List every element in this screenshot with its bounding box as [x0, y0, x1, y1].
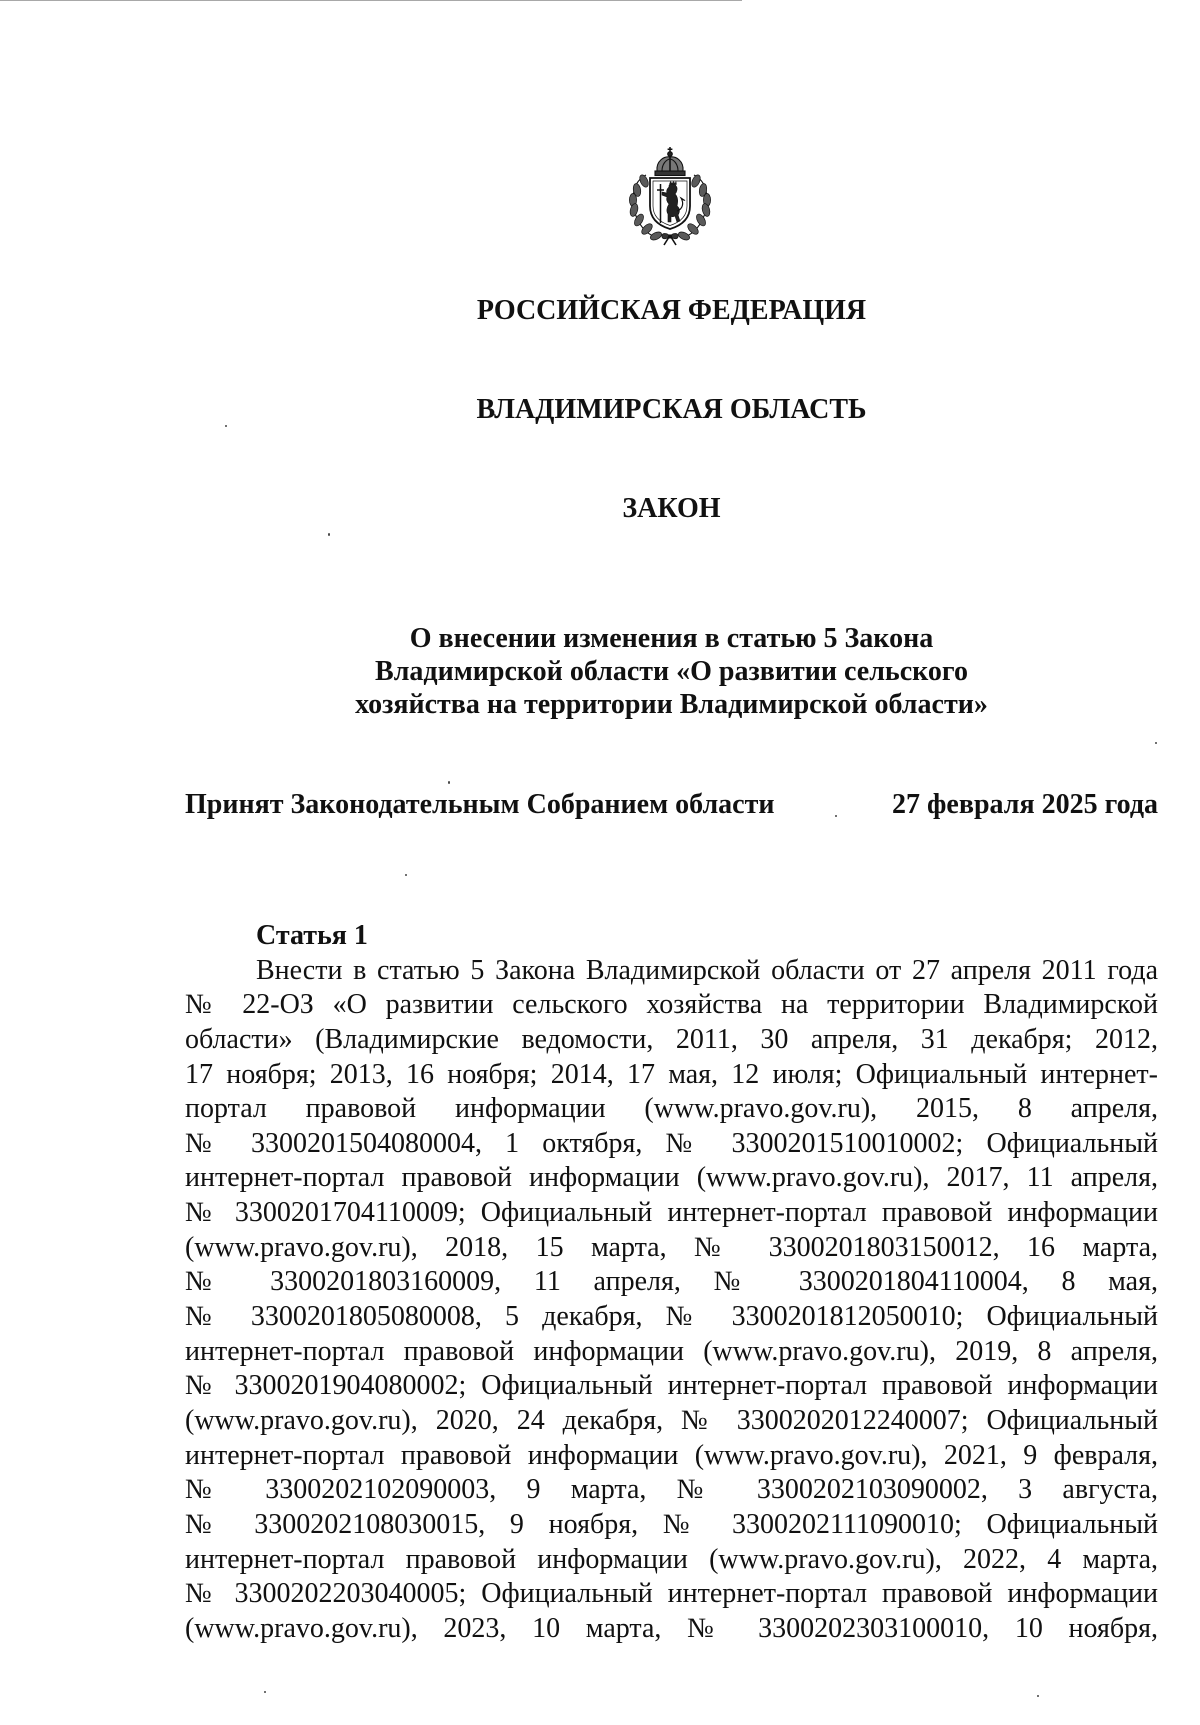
- law-title: [185, 622, 1158, 721]
- article-text-line: № 3300202102090003, 9 марта, № 3300202103090002, 3 августа,: [185, 1474, 1158, 1506]
- scan-speck: [264, 1691, 266, 1693]
- article-text-line: № 3300202203040005; Официальный интернет-портал правовой информации: [185, 1578, 1158, 1610]
- article-text-line: (www.pravo.gov.ru), 2020, 24 декабря, № 3300202012240007; Официальный: [185, 1404, 1158, 1436]
- article-text-line: № 3300202108030015, 9 ноября, № 3300202111090010; Официальный: [185, 1508, 1158, 1540]
- crown: [655, 147, 685, 176]
- article-text-line: интернет-портал правовой информации (www.pravo.gov.ru), 2021, 9 февраля,: [185, 1439, 1158, 1471]
- law-title-line: хозяйства на территории Владимирской области»: [355, 689, 988, 720]
- scan-speck: [1037, 1695, 1039, 1697]
- scan-speck: [405, 874, 407, 876]
- law-title-line: О внесении изменения в статью 5 Закона: [409, 623, 934, 654]
- document-type-heading: ЗАКОН: [622, 493, 721, 524]
- adoption-date: 27 февраля 2025 года: [892, 789, 1158, 820]
- adoption-label: Принят Законодательным Собранием области: [185, 789, 775, 820]
- scan-edge-line: [0, 0, 742, 1]
- country-heading: РОССИЙСКАЯ ФЕДЕРАЦИЯ: [476, 295, 867, 326]
- article-text-line: № 3300201805080008, 5 декабря, № 3300201812050010; Официальный: [185, 1301, 1158, 1333]
- article-text-line: интернет-портал правовой информации (www.pravo.gov.ru), 2017, 11 апреля,: [185, 1162, 1158, 1194]
- article-text-line: (www.pravo.gov.ru), 2023, 10 марта, № 3300202303100010, 10 ноября,: [185, 1612, 1158, 1644]
- article-text-line: Внести в статью 5 Закона Владимирской области от 27 апреля 2011 года: [256, 954, 1158, 986]
- coat-of-arms-icon: [622, 145, 718, 247]
- article-text-line: № 3300201704110009; Официальный интернет-портал правовой информации: [185, 1197, 1158, 1229]
- law-title-line: Владимирской области «О развитии сельского: [375, 656, 968, 687]
- article-text-line: интернет-портал правовой информации (www.pravo.gov.ru), 2022, 4 марта,: [185, 1543, 1158, 1575]
- article-text-line: № 22-ОЗ «О развитии сельского хозяйства на территории Владимирской: [185, 989, 1158, 1021]
- article-text-line: портал правовой информации (www.pravo.gov.ru), 2015, 8 апреля,: [185, 1093, 1158, 1125]
- scan-speck: [1155, 742, 1157, 744]
- ribbon-bow: [662, 233, 678, 245]
- article-text-line: № 3300201504080004, 1 октября, № 3300201510010002; Официальный: [185, 1127, 1158, 1159]
- article-text-line: № 3300201803160009, 11 апреля, № 3300201804110004, 8 мая,: [185, 1266, 1158, 1298]
- adoption-line: [185, 788, 1158, 822]
- scan-speck: [448, 781, 450, 784]
- article-heading: Статья 1: [256, 920, 368, 951]
- article-1: [185, 919, 1158, 1646]
- article-text-line: 17 ноября; 2013, 16 ноября; 2014, 17 мая, 12 июля; Официальный интернет-: [185, 1058, 1158, 1090]
- article-text-line: интернет-портал правовой информации (www.pravo.gov.ru), 2019, 8 апреля,: [185, 1335, 1158, 1367]
- article-text-line: области» (Владимирские ведомости, 2011, 30 апреля, 31 декабря; 2012,: [185, 1023, 1158, 1055]
- region-heading: ВЛАДИМИРСКАЯ ОБЛАСТЬ: [476, 394, 867, 425]
- article-text-line: № 3300201904080002; Официальный интернет-портал правовой информации: [185, 1370, 1158, 1402]
- scan-speck: [328, 533, 330, 536]
- article-text-line: (www.pravo.gov.ru), 2018, 15 марта, № 3300201803150012, 16 марта,: [185, 1231, 1158, 1263]
